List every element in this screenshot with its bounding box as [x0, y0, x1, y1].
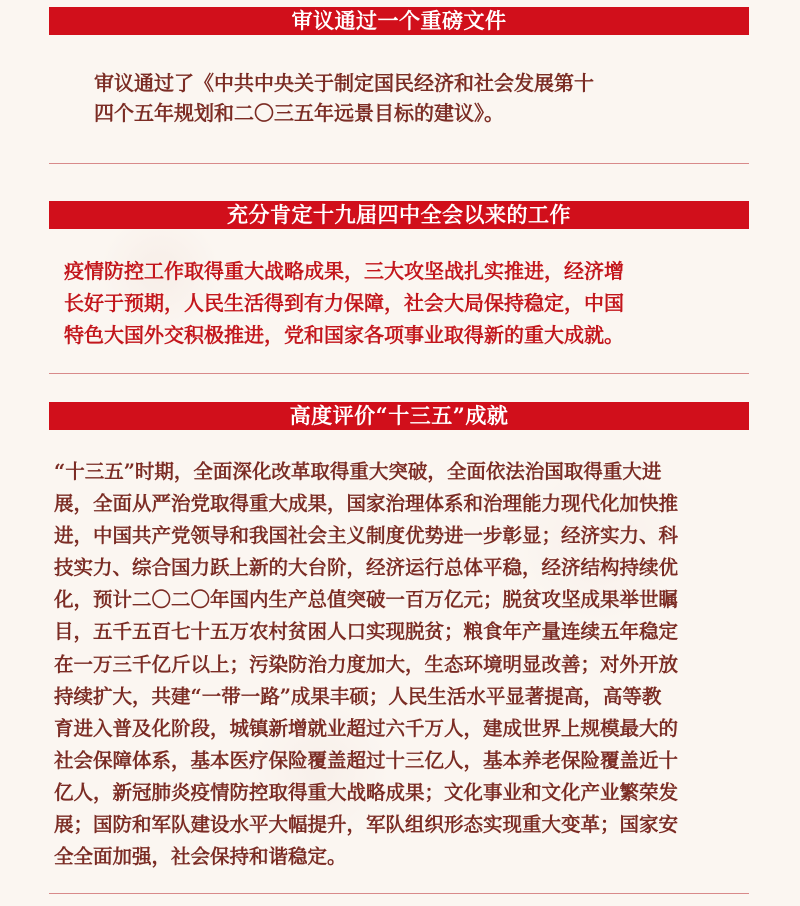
body-line: 社会保障体系，基本医疗保险覆盖超过十三亿人，基本养老保险覆盖近十 — [54, 748, 679, 772]
section-3-banner — [49, 402, 749, 430]
body-line: “十三五”时期，全面深化改革取得重大突破，全面依法治国取得重大进 — [54, 460, 662, 483]
body-line: 特色大国外交积极推进，党和国家各项事业取得新的重大成就。 — [64, 323, 624, 347]
section-3-body — [54, 456, 678, 873]
body-line: 进，中国共产党领导和我国社会主义制度优势进一步彰显；经济实力、科 — [54, 524, 679, 548]
body-line: 长好于预期，人民生活得到有力保障，社会大局保持稳定，中国 — [64, 291, 624, 315]
body-line: 化，预计二〇二〇年国内生产总值突破一百万亿元；脱贫攻坚成果举世瞩 — [54, 588, 679, 612]
section-2-title: 充分肯定十九届四中全会以来的工作 — [227, 202, 571, 227]
section-2-body — [64, 255, 624, 351]
section-divider — [49, 893, 749, 894]
section-2-banner — [49, 201, 749, 229]
body-line: 在一万三千亿斤以上；污染防治力度加大，生态环境明显改善；对外开放 — [54, 652, 679, 676]
body-line: 持续扩大，共建“一带一路”成果丰硕；人民生活水平显著提高，高等教 — [54, 684, 662, 708]
section-divider — [49, 163, 749, 164]
section-1-banner — [49, 7, 749, 35]
section-3-title: 高度评价“十三五”成就 — [289, 403, 509, 428]
body-line: 亿人，新冠肺炎疫情防控取得重大战略成果；文化事业和文化产业繁荣发 — [54, 780, 679, 804]
body-line: 疫情防控工作取得重大战略成果，三大攻坚战扎实推进，经济增 — [64, 259, 624, 283]
section-divider — [49, 373, 749, 374]
section-1-title: 审议通过一个重磅文件 — [291, 8, 507, 33]
body-line: 目，五千五百七十五万农村贫困人口实现脱贫；粮食年产量连续五年稳定 — [54, 620, 679, 644]
body-line: 展，全面从严治党取得重大成果，国家治理体系和治理能力现代化加快推 — [54, 492, 679, 516]
body-line: 育进入普及化阶段，城镇新增就业超过六千万人，建成世界上规模最大的 — [54, 716, 679, 740]
body-line: 四个五年规划和二〇三五年远景目标的建议》。 — [94, 101, 504, 125]
section-1-body — [94, 68, 594, 128]
body-line: 审议通过了《中共中央关于制定国民经济和社会发展第十 — [94, 71, 594, 95]
body-line: 全全面加强，社会保持和谐稳定。 — [54, 845, 347, 869]
body-line: 技实力、综合国力跃上新的大台阶，经济运行总体平稳，经济结构持续优 — [54, 556, 679, 580]
body-line: 展；国防和军队建设水平大幅提升，军队组织形态实现重大变革；国家安 — [54, 813, 679, 837]
